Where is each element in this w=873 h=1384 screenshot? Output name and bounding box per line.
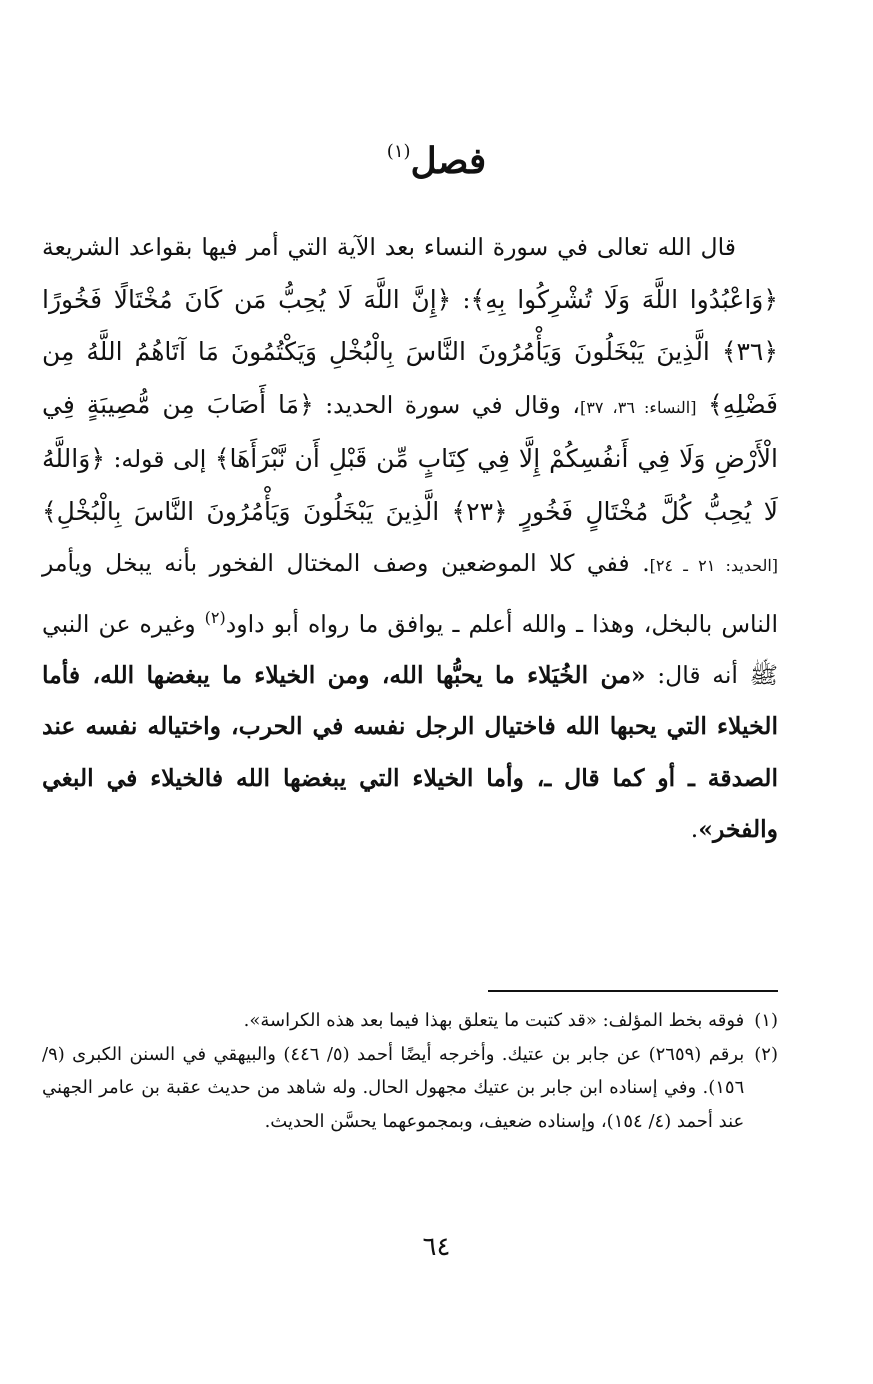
footnote-number: (١) — [754, 1010, 778, 1031]
quran-verse: ﴿وَاللَّهُ لَا يُحِبُّ كُلَّ مُخْتَالٍ فَخُورٍ ﴿٢٣﴾ الَّذِينَ يَبْخَلُونَ وَيَأْمُرُونَ النَّاسَ بِالْبُخْلِ﴾ — [42, 444, 778, 526]
section-title — [0, 140, 873, 182]
footnote-text: برقم (٢٦٥٩) عن جابر بن عتيك. وأخرجه أيضًا أحمد (٥/ ٤٤٦) والبيهقي في السنن الكبرى (٩/ ١٥٦). وفي إسناده ابن جابر بن عتيك مجهول الحال. وله شاهد من حديث عقبة بن عامر الجهني عند أحمد (٤/ ١٥٤)، وإسناده ضعيف، وبمجموعهما يحسَّن الحديث. — [42, 1043, 745, 1132]
text-run: قال الله تعالى في سورة النساء بعد الآية التي أمر فيها بقواعد الشريعة — [42, 233, 736, 261]
text-run: ، وقال في سورة الحديد: — [313, 390, 580, 419]
footnotes — [42, 1004, 778, 1138]
footnote-marker-2[interactable]: (٢) — [204, 607, 226, 627]
paragraph — [42, 222, 778, 856]
footnote-text: فوقه بخط المؤلف: «قد كتبت ما يتعلق بهذا فيما بعد هذه الكراسة». — [243, 1010, 745, 1031]
text-run: إلى قوله: — [104, 445, 215, 473]
text-run: وغيره عن النبي ﷺ أنه قال: — [42, 609, 778, 689]
footnote-number: (٢) — [754, 1043, 778, 1065]
footnote — [42, 1004, 778, 1038]
section-title-text: فصل — [410, 140, 487, 182]
text-run: : — [451, 285, 471, 314]
verse-reference: [الحديد: ٢١ ـ ٢٤] — [649, 556, 779, 575]
quran-verse: ﴿مَا أَصَابَ مِن مُّصِيبَةٍ فِي الْأَرْضِ وَلَا فِي أَنفُسِكُمْ إِلَّا فِي كِتَابٍ مِّن قَبْلِ أَن نَّبْرَأَهَا﴾ — [42, 389, 778, 473]
footnote-divider — [488, 990, 778, 992]
main-text — [42, 222, 778, 856]
quran-verse: ﴿وَاعْبُدُوا اللَّهَ وَلَا تُشْرِكُوا بِهِ﴾ — [470, 284, 778, 314]
quran-verse: ﴿إِنَّ اللَّهَ لَا يُحِبُّ مَن كَانَ مُخْتَالًا فَخُورًا ﴿٣٦﴾ الَّذِينَ يَبْخَلُونَ وَيَأْمُرُونَ النَّاسَ بِالْبُخْلِ وَيَكْتُمُونَ مَا آتَاهُمُ اللَّهُ مِن فَضْلِهِ﴾ — [42, 284, 778, 419]
verse-reference: [النساء: ٣٦، ٣٧] — [579, 397, 697, 417]
text-run: . — [690, 815, 699, 844]
footnote — [42, 1038, 778, 1139]
hadith-quote: «من الخُيَلاء ما يحبُّها الله، ومن الخيلاء ما يبغضها الله، فأما الخيلاء التي يحبها الله فاختيال الرجل نفسه في الحرب، واختياله نفسه عند الصدقة ـ أو كما قال ـ، وأما الخيلاء التي يبغضها الله فالخيلاء في البغي والفخر» — [42, 660, 778, 844]
text-run: . ففي كلا الموضعين وصف المختال الفخور بأنه يبخل ويأمر الناس بالبخل، وهذا ـ والله أعلم ـ يوافق ما رواه أبو داود — [42, 549, 778, 638]
page-number: ٦٤ — [422, 1232, 451, 1262]
footnote-marker-1[interactable]: (١) — [386, 141, 411, 162]
